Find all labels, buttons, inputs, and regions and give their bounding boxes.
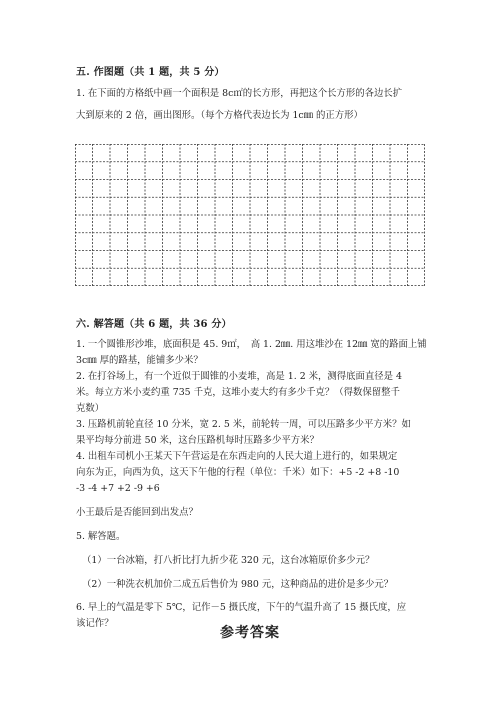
question-line: 3c㎜ 厚的路基，能铺多少米？ xyxy=(76,355,203,366)
sub-question-line: （2）一种洗衣机加价二成五后售价为 980 元，这种商品的进价是多少元？ xyxy=(82,579,394,590)
section-5-title: 五. 作图题（共 1 题，共 5 分） xyxy=(76,67,225,78)
square-grid-paper xyxy=(75,144,425,286)
question-line: 4. 出租车司机小王某天下午营运是在东西走向的人民大道上进行的，如果规定 xyxy=(76,451,398,462)
question-line: 果平均每分前进 50 米，这台压路机每时压路多少平方米？ xyxy=(76,435,319,446)
answer-key-title: 参考答案 xyxy=(220,625,280,641)
question-line: 6. 早上的气温是零下 5℃，记作－5 摄氏度，下午的气温升高了 15 摄氏度，应 xyxy=(76,602,407,613)
section-6-title: 六. 解答题（共 6 题，共 36 分） xyxy=(76,319,232,330)
question-line: 2. 在打谷场上，有一个近似于圆锥的小麦堆，高是 1. 2 米，测得底面直径是 4 xyxy=(76,371,402,382)
question-line: 米。每立方米小麦约重 735 千克，这堆小麦大约有多少千克？（得数保留整千 xyxy=(76,387,400,398)
question-line: -3 -4 +7 +2 -9 +6 xyxy=(76,483,160,494)
question-line: 克数） xyxy=(76,403,105,414)
question-line: 向东为正，向西为负，这天下午他的行程（单位：千米）如下：+5 -2 +8 -10 xyxy=(76,467,400,478)
sub-question-line: （1）一台冰箱，打八折比打九折少花 320 元，这台冰箱原价多少元？ xyxy=(82,555,375,566)
section-5-line-1: 1. 在下面的方格纸中画一个面积是 8c㎡的长方形，再把这个长方形的各边长扩 xyxy=(76,88,403,99)
question-line: 1. 一个圆锥形沙堆，底面积是 45. 9㎡， 高 1. 2㎜. 用这堆沙在 12㎜ 宽的路面上铺 xyxy=(76,339,427,350)
question-line: 小王最后是否能回到出发点？ xyxy=(76,507,198,518)
question-line: 3. 压路机前轮直径 10 分米，宽 2. 5 米，前轮转一周，可以压路多少平方米？如 xyxy=(76,419,411,430)
section-5-line-2: 大到原来的 2 倍，画出图形。（每个方格代表边长为 1c㎜ 的正方形） xyxy=(76,110,363,121)
question-line: 5. 解答题。 xyxy=(76,531,126,542)
question-line: 该记作？ xyxy=(76,618,114,629)
